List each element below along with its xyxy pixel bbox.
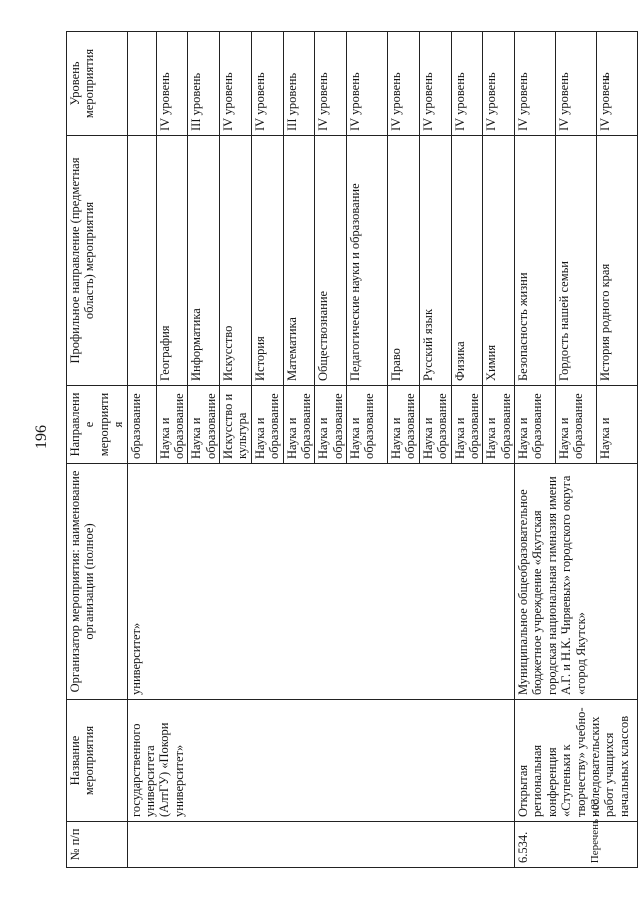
header-number: № п/п xyxy=(67,822,128,868)
direction-cell: образование xyxy=(127,386,156,464)
area-cell: Гордость нашей семьи xyxy=(556,136,597,386)
area-cell: Право xyxy=(388,136,420,386)
table-row xyxy=(515,32,556,868)
header-organizer: Организатор мероприятия: наименование организации (полное) xyxy=(67,464,128,700)
table-frame xyxy=(66,32,631,868)
area-cell: Физика xyxy=(451,136,483,386)
entry-name-cell: Открытая региональная конференция «Ступеньки к творчеству» учебно-исследовательских работ учащихся начальных классов xyxy=(515,700,638,822)
footer-note: Перечень - 03 xyxy=(589,798,602,864)
area-cell: Математика xyxy=(283,136,315,386)
area-cell: История xyxy=(251,136,283,386)
events-table xyxy=(66,31,638,868)
cont-name-cell: государственного университета (АлтГУ) «Покори университет» xyxy=(127,700,515,822)
level-cell: IV уровень xyxy=(251,32,283,136)
direction-cell: Наука и образование xyxy=(419,386,451,464)
direction-cell: Наука и образование xyxy=(283,386,315,464)
level-cell: IV уровень xyxy=(483,32,515,136)
header-name: Название мероприятия xyxy=(67,700,128,822)
level-cell: IV уровень xyxy=(347,32,388,136)
direction-cell: Искусство и культура xyxy=(220,386,252,464)
header-direction: Направление мероприятия xyxy=(67,386,128,464)
area-cell: История родного края xyxy=(597,136,638,386)
area-cell: Химия xyxy=(483,136,515,386)
level-cell: IV уровень xyxy=(419,32,451,136)
area-cell xyxy=(127,136,156,386)
level-cell: IV уровень xyxy=(451,32,483,136)
level-cell: III уровень xyxy=(283,32,315,136)
entry-organizer-cell: Муниципальное общеобразовательное бюджетное учреждение «Якутская городская национальная гимназия имени А.Г. и Н.К. Чиряевых» городского округа «город Якутск» xyxy=(515,464,638,700)
direction-cell: Наука и образование xyxy=(251,386,283,464)
direction-cell: Наука и xyxy=(597,386,638,464)
area-cell: Обществознание xyxy=(315,136,347,386)
header-row xyxy=(67,32,128,868)
level-cell: IV уровень xyxy=(156,32,188,136)
level-cell: III уровень xyxy=(188,32,220,136)
level-cell: IV уровень xyxy=(388,32,420,136)
table-row xyxy=(127,32,156,868)
level-cell: IV уровень xyxy=(515,32,556,136)
area-cell: Информатика xyxy=(188,136,220,386)
direction-cell: Наука и образование xyxy=(483,386,515,464)
direction-cell: Наука и образование xyxy=(388,386,420,464)
area-cell: География xyxy=(156,136,188,386)
area-cell: Искусство xyxy=(220,136,252,386)
direction-cell: Наука и образование xyxy=(556,386,597,464)
rotated-table xyxy=(66,32,631,868)
level-cell: IV уровень xyxy=(220,32,252,136)
level-cell: IV уровень xyxy=(556,32,597,136)
direction-cell: Наука и образование xyxy=(347,386,388,464)
direction-cell: Наука и образование xyxy=(451,386,483,464)
area-cell: Педагогические науки и образование xyxy=(347,136,388,386)
direction-cell: Наука и образование xyxy=(315,386,347,464)
direction-cell: Наука и образование xyxy=(188,386,220,464)
level-cell xyxy=(127,32,156,136)
page-number: 196 xyxy=(33,425,50,449)
direction-cell: Наука и образование xyxy=(156,386,188,464)
header-area: Профильное направление (предметная область) мероприятия xyxy=(67,136,128,386)
cont-number-cell xyxy=(127,822,515,868)
entry-number-cell: 6.534. xyxy=(515,822,638,868)
cont-organizer-cell: университет» xyxy=(127,464,515,700)
area-cell: Русский язык xyxy=(419,136,451,386)
area-cell: Безопасность жизни xyxy=(515,136,556,386)
direction-cell: Наука и образование xyxy=(515,386,556,464)
header-level: Уровень мероприятия xyxy=(67,32,128,136)
level-cell: IV уровень xyxy=(597,32,638,136)
level-cell: IV уровень xyxy=(315,32,347,136)
